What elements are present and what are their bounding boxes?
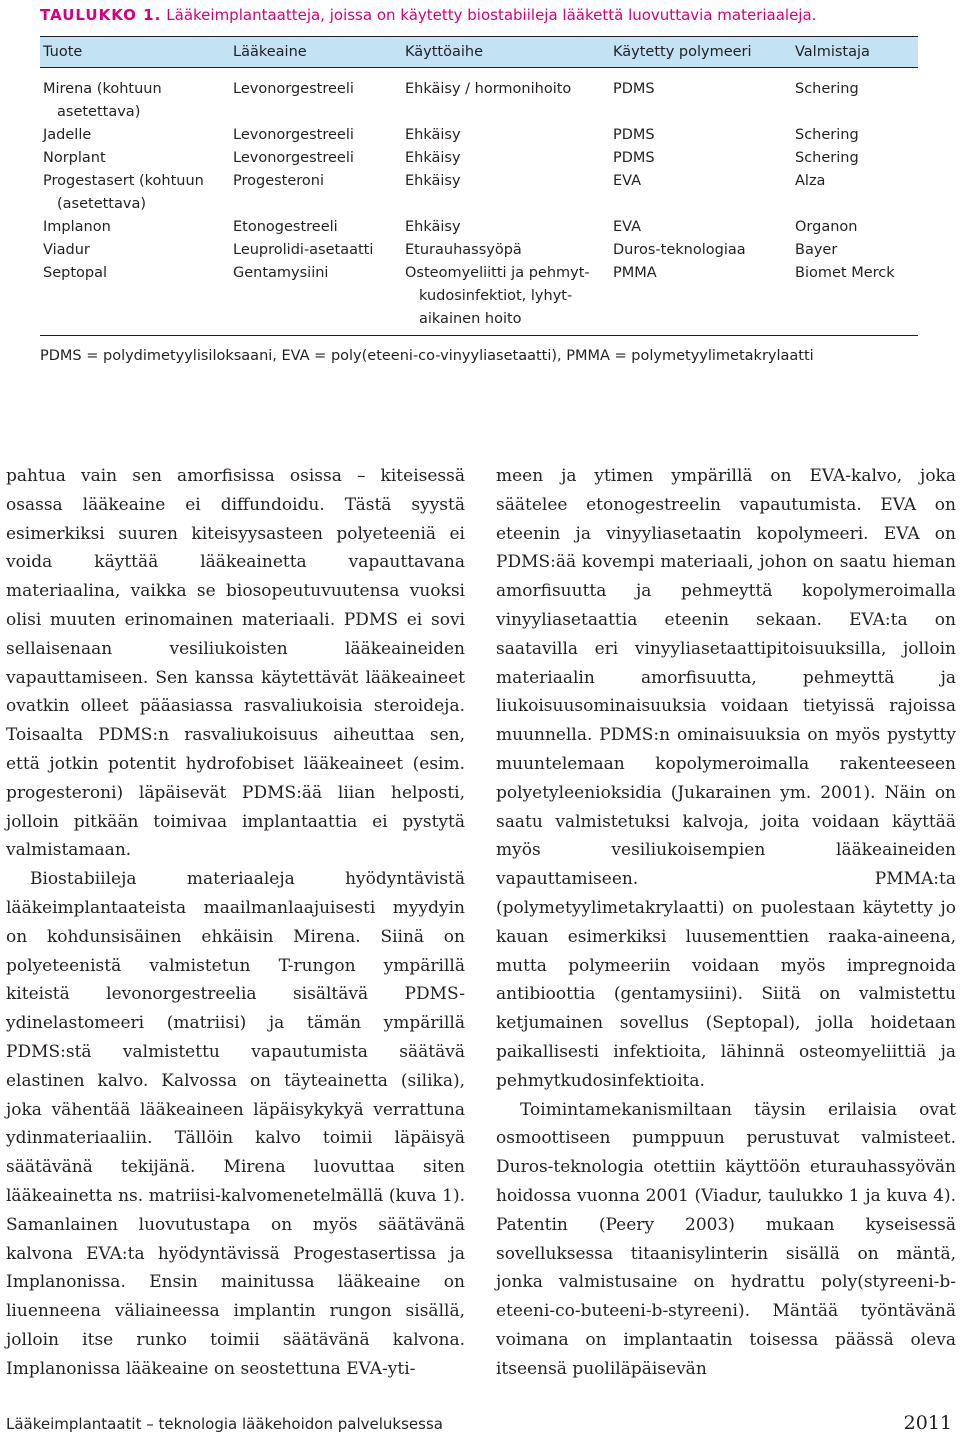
cell-indication: Ehkäisy xyxy=(405,219,461,235)
cell-polymer: Duros-teknologiaa xyxy=(613,242,746,258)
cell-polymer: EVA xyxy=(613,173,642,189)
products-table xyxy=(40,36,918,336)
table-caption-label: TAULUKKO 1. xyxy=(40,6,162,24)
cell-product: Implanon xyxy=(43,219,111,235)
table-header xyxy=(40,37,918,68)
cell-product-wrap xyxy=(40,239,230,262)
cell-manufacturer-wrap xyxy=(792,170,918,216)
cell-indication-wrap xyxy=(402,147,610,170)
cell-product: Viadur xyxy=(43,242,90,258)
cell-product: Norplant xyxy=(43,150,106,166)
paragraph: Toimintamekanismiltaan täysin erilaisia ovat osmoottiseen pumppuun perustuvat valmisteet. Duros-teknologia otettiin käyttöön eturauhassyövän hoidossa vuonna 2001 (Viadur, taulukko 1 ja kuva 4). Patentin (Peery 2003) mukaan kyseisessä sovelluksessa titaanisylinterin sisällä on mäntä, jonka valmistusaine on hydrattu poly(styreeni-b-eteeni-co-buteeni-b-styreeni). Mäntää työntävänä voimana on implantaatin toisessa päässä oleva itseensä puoliläpäisevän xyxy=(496,1099,956,1379)
cell-drug: Progesteroni xyxy=(233,173,325,189)
cell-drug-wrap xyxy=(230,239,402,262)
paragraph: Biostabiileja materiaaleja hyödyntävistä lääkeimplantaateista maailmanlaajuisesti myydyin on kohdunsisäinen ehkäisin Mirena. Siinä on polyeteenistä valmistetun T-rungon ympärillä kiteistä levonorgestreelia sisältävä PDMS-ydinelastomeeri (matriisi) ja tämän ympärillä PDMS:stä valmistettu vapautumista säätävä elastinen kalvo. Kalvossa on täyteainetta (silika), joka vähentää lääkeaineen läpäisykykyä verrattuna ydinmateriaaliin. Tällöin kalvo toimii läpäisyä säätävänä tekijänä. Mirena luovuttaa siten lääkeainetta ns. matriisi-kalvomenetelmällä (kuva 1). Samanlainen luovutustapa on myös säätävänä kalvona EVA:ta hyödyntävissä Progestasertissa ja Implanonissa. Ensin mainitussa lääkeaine on liuenneena väliaineessa implantin rungon sisällä, jolloin itse runko toimii säätävänä kalvona. Implanonissa lääkeaine on seostettuna EVA-yti- xyxy=(6,869,465,1379)
cell-drug-wrap xyxy=(230,68,402,125)
cell-indication: Ehkäisy xyxy=(405,127,461,143)
cell-drug: Etonogestreeli xyxy=(233,219,338,235)
cell-drug: Levonorgestreeli xyxy=(233,150,354,166)
table-row xyxy=(40,124,918,147)
header-drug: Lääkeaine xyxy=(230,37,402,68)
table-caption-text: Lääkeimplantaatteja, joissa on käytetty biostabiileja lääkettä luovuttavia materiaaleja. xyxy=(166,6,817,24)
cell-indication: Ehkäisy xyxy=(405,150,461,166)
cell-polymer-wrap xyxy=(610,124,792,147)
cell-indication-wrap xyxy=(402,239,610,262)
cell-drug: Leuprolidi-asetaatti xyxy=(233,242,374,258)
cell-indication-wrap xyxy=(402,262,610,335)
table-row xyxy=(40,239,918,262)
cell-drug: Gentamysiini xyxy=(233,265,329,281)
cell-manufacturer: Schering xyxy=(795,127,859,143)
cell-indication: Ehkäisy / hormonihoito xyxy=(405,81,572,97)
body-column-left xyxy=(6,462,465,1384)
cell-product-wrap xyxy=(40,147,230,170)
cell-indication-wrap xyxy=(402,216,610,239)
table-row xyxy=(40,68,918,125)
cell-product-wrap xyxy=(40,216,230,239)
header-polymer: Käytetty polymeeri xyxy=(610,37,792,68)
table-body xyxy=(40,68,918,336)
header-indication: Käyttöaihe xyxy=(402,37,610,68)
table-bottom-rule xyxy=(40,335,918,336)
cell-manufacturer-wrap xyxy=(792,147,918,170)
table-row xyxy=(40,262,918,335)
cell-manufacturer: Alza xyxy=(795,173,826,189)
cell-drug: Levonorgestreeli xyxy=(233,127,354,143)
cell-polymer: PDMS xyxy=(613,127,655,143)
cell-manufacturer-wrap xyxy=(792,262,918,335)
footer-year: 2011 xyxy=(903,1412,952,1434)
header-product: Tuote xyxy=(40,37,230,68)
cell-indication: Ehkäisy xyxy=(405,173,461,189)
cell-indication-wrap xyxy=(402,170,610,216)
cell-product: Septopal xyxy=(43,265,108,281)
cell-polymer-wrap xyxy=(610,262,792,335)
cell-drug-wrap xyxy=(230,170,402,216)
cell-polymer: PMMA xyxy=(613,265,657,281)
cell-polymer: PDMS xyxy=(613,150,655,166)
cell-manufacturer-wrap xyxy=(792,239,918,262)
table-row xyxy=(40,170,918,216)
cell-product: Progestasert (kohtuun (asetettava) xyxy=(43,173,204,212)
cell-drug-wrap xyxy=(230,147,402,170)
cell-drug-wrap xyxy=(230,262,402,335)
body-column-right xyxy=(496,462,956,1384)
cell-indication: Eturauhassyöpä xyxy=(405,242,522,258)
paragraph: meen ja ytimen ympärillä on EVA-kalvo, joka säätelee etonogestreelin vapautumista. EVA on eteenin ja vinyyliasetaatin kopolymeeri. EVA on PDMS:ää kovempi materiaali, johon on saatu hieman amorfisuutta ja pehmeyttä kopolymeroimalla vinyyliasetaattia eteenin sekaan. EVA:ta on saatavilla eri vinyyliasetaattipitoisuuksilla, jolloin materiaalin amorfisuutta, pehmeyttä ja liukoisuusominaisuuksia voidaan tietyissä rajoissa muunnella. PDMS:n ominaisuuksia on myös pystytty muuntelemaan kopolymeroimalla rakenteeseen polyetyleenioksidia (Jukarainen ym. 2001). Näin on saatu valmistetuksi kalvoja, joita voidaan käyttää myös vesiliukoisempien lääkeaineiden vapauttamiseen. PMMA:ta (polymetyylimetakrylaatti) on puolestaan käytetty jo kauan esimerkiksi luusementtien raaka-aineena, mutta polymeeriin voidaan myös impregnoida antibioottia (gentamysiini). Siitä on valmistettu ketjumainen sovellus (Septopal), jolla hoidetaan paikallisesti infektioita, lähinnä osteomyeliittiä ja pehmytkudosinfektioita. xyxy=(496,466,956,1091)
cell-drug-wrap xyxy=(230,216,402,239)
cell-indication-wrap xyxy=(402,124,610,147)
cell-manufacturer: Bayer xyxy=(795,242,838,258)
cell-polymer: PDMS xyxy=(613,81,655,97)
paragraph: pahtua vain sen amorfisissa osissa – kiteisessä osassa lääkeaine ei diffundoidu. Tästä syystä esimerkiksi suuren kiteisyysasteen polyeteeniä ei voida käyttää lääkeainetta vapauttavana materiaalina, vaikka se biosopeutuvuutensa vuoksi olisi muuten erinomainen materiaali. PDMS ei sovi sellaisenaan vesiliukoisten lääkeaineiden vapauttamiseen. Sen kanssa käytettävät lääkeaineet ovatkin olleet pääasiassa rasvaliukoisia steroideja. Toisaalta PDMS:n rasvaliukoisuus aiheuttaa sen, että jotkin potentit hydrofobiset lääkeaineet (esim. progesteroni) läpäisevät PDMS:ää liian helposti, jolloin pitkään toimivaa implantaattia ei pystytä valmistamaan. xyxy=(6,466,465,861)
cell-product-wrap xyxy=(40,68,230,125)
cell-manufacturer-wrap xyxy=(792,216,918,239)
cell-product: Jadelle xyxy=(43,127,92,143)
cell-drug-wrap xyxy=(230,124,402,147)
footer-title: Lääkeimplantaatit – teknologia lääkehoidon palveluksessa xyxy=(6,1415,443,1433)
cell-manufacturer-wrap xyxy=(792,124,918,147)
cell-product-wrap xyxy=(40,124,230,147)
cell-polymer-wrap xyxy=(610,239,792,262)
cell-polymer-wrap xyxy=(610,170,792,216)
cell-product: Mirena (kohtuun asetettava) xyxy=(43,81,162,120)
cell-polymer-wrap xyxy=(610,147,792,170)
cell-polymer-wrap xyxy=(610,68,792,125)
cell-manufacturer: Schering xyxy=(795,150,859,166)
cell-manufacturer: Biomet Merck xyxy=(795,265,895,281)
table-row xyxy=(40,147,918,170)
cell-product-wrap xyxy=(40,170,230,216)
cell-polymer-wrap xyxy=(610,216,792,239)
cell-product-wrap xyxy=(40,262,230,335)
cell-manufacturer: Organon xyxy=(795,219,858,235)
cell-drug: Levonorgestreeli xyxy=(233,81,354,97)
cell-manufacturer-wrap xyxy=(792,68,918,125)
table-footnote: PDMS = polydimetyylisiloksaani, EVA = poly(eteeni-co-vinyyliasetaatti), PMMA = polymetyylimetakrylaatti xyxy=(40,348,814,364)
cell-indication-wrap xyxy=(402,68,610,125)
cell-polymer: EVA xyxy=(613,219,642,235)
header-manufacturer: Valmistaja xyxy=(792,37,918,68)
table-caption xyxy=(40,5,940,25)
cell-indication: Osteomyeliitti ja pehmyt- kudosinfektiot, lyhyt- aikainen hoito xyxy=(405,265,590,327)
table-row xyxy=(40,216,918,239)
cell-manufacturer: Schering xyxy=(795,81,859,97)
